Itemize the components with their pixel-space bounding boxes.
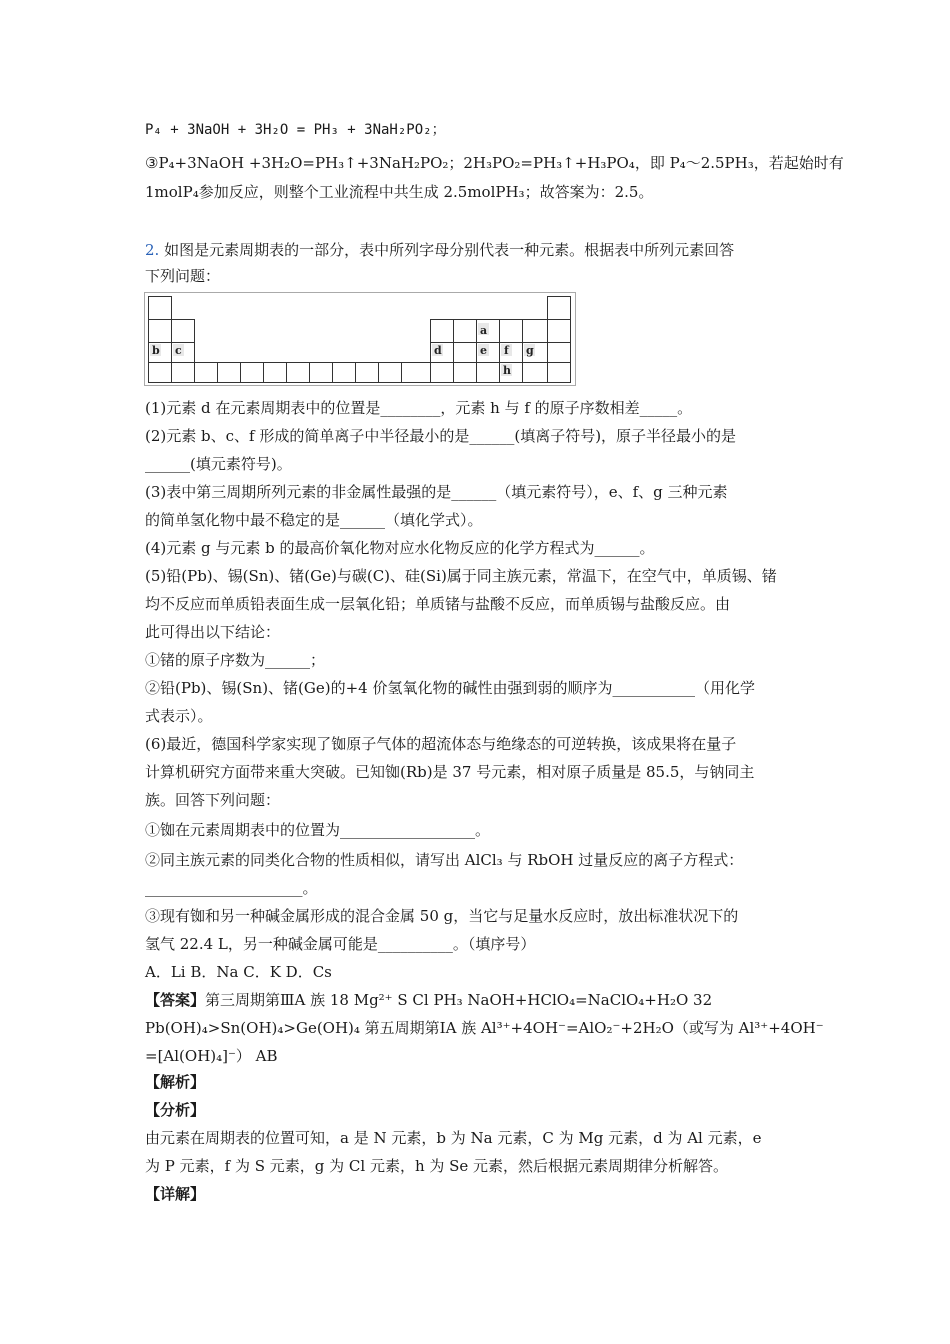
question-intro-text: 如图是元素周期表的一部分，表中所列字母分别代表一种元素。根据表中所列元素回答 [164,241,735,259]
pt-label-h: h [503,364,511,377]
pt-cell [454,320,477,343]
part-6-options: A．Li B．Na C．K D．Cs [145,963,332,981]
pt-cell [548,343,571,363]
part-2b: ______(填元素符号)。 [145,455,292,473]
part-6d: ①铷在元素周期表中的位置为__________________。 [145,821,491,839]
periodic-table-fragment [144,292,576,386]
part-6e: ②同主族元素的同类化合物的性质相似，请写出 AlCl₃ 与 RbOH 过量反应的离子方程式： [145,851,744,869]
part-6c: 族。回答下列问题： [145,791,281,809]
part-3a: (3)表中第三周期所列元素的非金属性最强的是______（填元素符号），e、f、g 三种元素 [145,483,728,501]
pt-label-d: d [434,344,442,357]
answer-line-3: =[Al(OH)₄]⁻） AB [145,1047,278,1065]
analysis-text-2: 为 P 元素，f 为 S 元素，g 为 Cl 元素，h 为 Se 元素，然后根据元素周期律分析解答。 [145,1157,729,1175]
pt-label-b: b [152,344,160,357]
pt-cell [500,320,523,343]
equation-line-3: 1molP₄参加反应，则整个工业流程中共生成 2.5molPH₃；故答案为：2.5。 [145,183,654,201]
part-5a: (5)铅(Pb)、锡(Sn)、锗(Ge)与碳(C)、硅(Si)属于同主族元素，常温下，在空气中，单质锡、锗 [145,567,777,585]
pt-cell [548,297,571,320]
fenxi-heading: 【分析】 [145,1101,206,1119]
part-6f: _____________________。 [145,879,318,897]
answer-text-1: 第三周期第ⅢA 族 18 Mg²⁺ S Cl PH₃ NaOH+HClO₄=NaClO₄+H₂O 32 [205,991,713,1009]
answer-line-1 [145,990,712,1010]
pt-cell [149,320,172,343]
pt-cell [431,320,454,343]
jiexi-heading: 【解析】 [145,1073,206,1091]
answer-label: 【答案】 [145,991,206,1009]
pt-label-c: c [175,344,182,357]
question-number: 2. [145,241,160,259]
pt-cell [172,320,195,343]
part-6g: ③现有铷和另一种碱金属形成的混合金属 50 g，当它与足量水反应时，放出标准状况下的 [145,907,739,925]
answer-line-2: Pb(OH)₄>Sn(OH)₄>Ge(OH)₄ 第五周期第ⅠA 族 Al³⁺+4OH⁻=AlO₂⁻+2H₂O（或写为 Al³⁺+4OH⁻ [145,1019,824,1037]
pt-label-g: g [526,344,534,357]
pt-label-f: f [504,344,509,357]
pt-cell [548,320,571,343]
part-1: (1)元素 d 在元素周期表中的位置是________，元素 h 与 f 的原子序数相差_____。 [145,399,693,417]
pt-cell [149,297,172,320]
pt-cell [523,320,548,343]
equation-line-2: ③P₄+3NaOH +3H₂O=PH₃↑+3NaH₂PO₂；2H₃PO₂=PH₃↑+H₃PO₄，即 P₄～2.5PH₃，若起始时有 [145,154,844,172]
part-3b: 的简单氢化物中最不稳定的是______（填化学式）。 [145,511,483,529]
pt-label-a: a [480,324,488,337]
part-5d: ①锗的原子序数为______； [145,651,326,669]
xiangjie-heading: 【详解】 [145,1185,206,1203]
part-5e: ②铅(Pb)、锡(Sn)、锗(Ge)的+4 价氢氧化物的碱性由强到弱的顺序为___________（用化学 [145,679,755,697]
question-intro [145,240,734,260]
part-6a: (6)最近，德国科学家实现了铷原子气体的超流体态与绝缘态的可逆转换，该成果将在量子 [145,735,737,753]
part-6h: 氢气 22.4 L，另一种碱金属可能是__________。（填序号） [145,935,536,953]
part-5f: 式表示）。 [145,707,213,725]
analysis-text-1: 由元素在周期表的位置可知，a 是 N 元素，b 为 Na 元素，C 为 Mg 元素，d 为 Al 元素，e [145,1129,762,1147]
pt-label-e: e [480,344,487,357]
part-6b: 计算机研究方面带来重大突破。已知铷(Rb)是 37 号元素，相对原子质量是 85.5，与钠同主 [145,763,755,781]
pt-cell [454,343,477,363]
part-5b: 均不反应而单质铅表面生成一层氧化铅；单质锗与盐酸不反应，而单质锡与盐酸反应。由 [145,595,731,613]
part-5c: 此可得出以下结论： [145,623,281,641]
part-2a: (2)元素 b、c、f 形成的简单离子中半径最小的是______(填离子符号)，原子半径最小的是 [145,427,737,445]
equation-line-1: P₄ + 3NaOH + 3H₂O = PH₃ + 3NaH₂PO₂； [145,122,446,138]
question-intro-2: 下列问题： [145,267,221,285]
part-4: (4)元素 g 与元素 b 的最高价氧化物对应水化物反应的化学方程式为______。 [145,539,655,557]
